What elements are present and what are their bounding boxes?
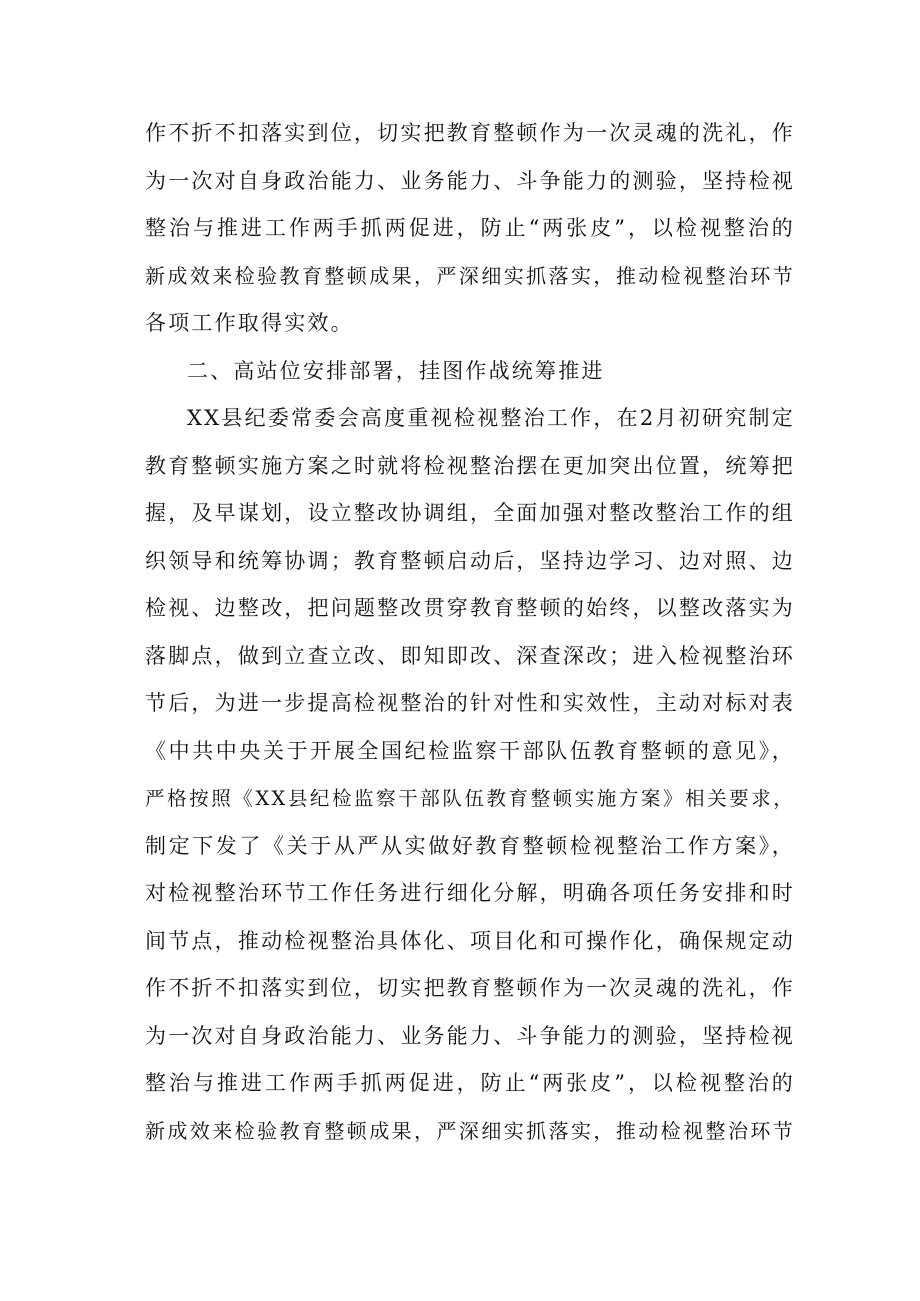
text-line: 检视、边整改，把问题整改贯穿教育整顿的始终，以整改落实为: [145, 596, 795, 620]
text-line: 落脚点，做到立查立改、即知即改、深查深改；进入检视整治环: [145, 643, 795, 668]
text-line: 《中共中央关于开展全国纪检监察干部队伍教育整顿的意见》，: [145, 738, 795, 763]
text-line: 整治与推进工作两手抓两促进，防止“两张皮”，以检视整治的: [145, 1071, 795, 1095]
text-line: 为一次对自身政治能力、业务能力、斗争能力的测验，坚持检视: [145, 1023, 795, 1048]
text-line: 对检视整治环节工作任务进行细化分解，明确各项任务安排和时: [145, 881, 795, 905]
text-line: XX县纪委常委会高度重视检视整治工作，在2月初研究制定: [187, 406, 795, 430]
text-line: 严格按照《XX县纪检监察干部队伍教育整顿实施方案》相关要求，: [145, 787, 795, 810]
text-line: 握，及早谋划，设立整改协调组，全面加强对整改整治工作的组: [145, 501, 795, 525]
text-line: 新成效来检验教育整顿成果，严深细实抓落实，推动检视整治环节: [145, 1118, 795, 1143]
text-line: 新成效来检验教育整顿成果，严深细实抓落实，推动检视整治环节: [145, 263, 795, 288]
section-heading: 二、高站位安排部署，挂图作战统筹推进: [187, 358, 605, 383]
text-line: 制定下发了《关于从严从实做好教育整顿检视整治工作方案》，: [145, 833, 795, 858]
text-line: 间节点，推动检视整治具体化、项目化和可操作化，确保规定动: [145, 928, 795, 953]
document-body: [145, 110, 795, 1155]
text-line: 作不折不扣落实到位，切实把教育整顿作为一次灵魂的洗礼，作: [145, 976, 795, 1000]
text-line: 整治与推进工作两手抓两促进，防止“两张皮”，以检视整治的: [145, 216, 795, 240]
text-line: 作不折不扣落实到位，切实把教育整顿作为一次灵魂的洗礼，作: [145, 121, 795, 145]
text-line: 各项工作取得实效。: [145, 311, 354, 335]
text-line: 为一次对自身政治能力、业务能力、斗争能力的测验，坚持检视: [145, 168, 795, 193]
text-line: 织领导和统筹协调；教育整顿启动后，坚持边学习、边对照、边: [145, 548, 795, 573]
text-line: 节后，为进一步提高检视整治的针对性和实效性，主动对标对表: [145, 691, 795, 715]
text-line: 教育整顿实施方案之时就将检视整治摆在更加突出位置，统筹把: [145, 453, 795, 478]
